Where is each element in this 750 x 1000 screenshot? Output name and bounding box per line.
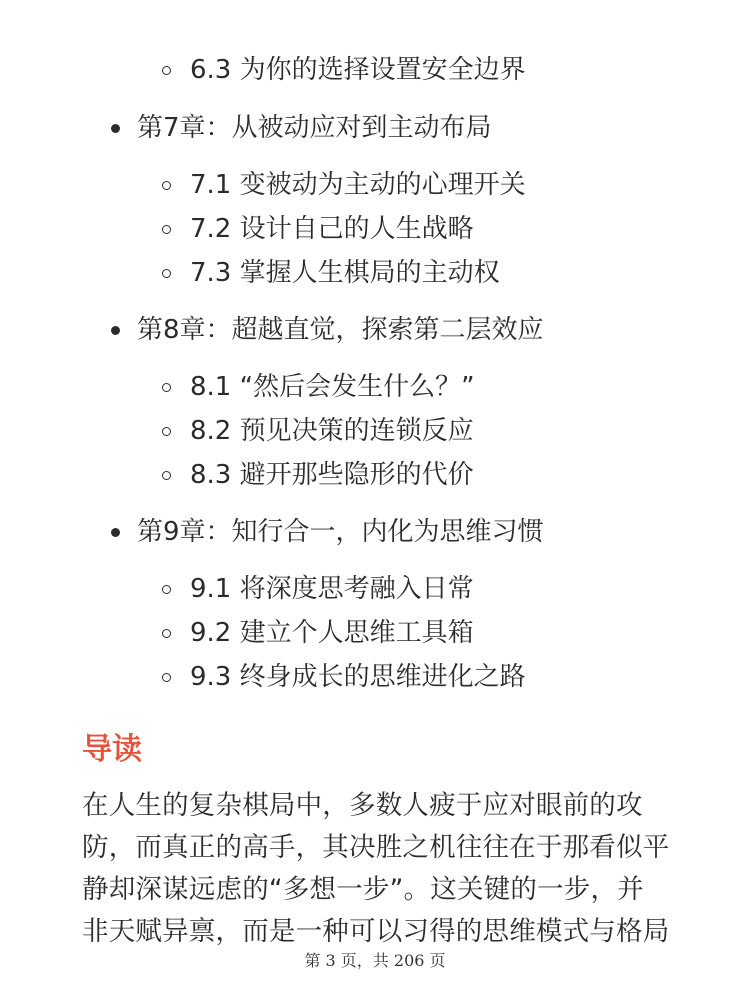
toc-section-label: 9.1 将深度思考融入日常 bbox=[190, 574, 474, 604]
toc-section-label: 7.2 设计自己的人生战略 bbox=[190, 214, 474, 244]
toc-section-label: 8.2 预见决策的连锁反应 bbox=[190, 416, 474, 446]
toc-section-label: 7.3 掌握人生棋局的主动权 bbox=[190, 258, 500, 288]
paragraph-line: 非天赋异禀，而是一种可以习得的思维模式与格局 bbox=[82, 916, 670, 947]
circle-bullet-icon bbox=[162, 269, 171, 278]
toc-chapter-label: 第7章：从被动应对到主动布局 bbox=[137, 113, 492, 143]
disc-bullet-icon bbox=[111, 124, 120, 133]
circle-bullet-icon bbox=[162, 383, 171, 392]
disc-bullet-icon bbox=[111, 326, 120, 335]
circle-bullet-icon bbox=[162, 471, 171, 480]
toc-section-label: 9.2 建立个人思维工具箱 bbox=[190, 618, 474, 648]
toc-chapter-label: 第9章：知行合一，内化为思维习惯 bbox=[137, 517, 544, 547]
paragraph-line: 静却深谋远虑的“多想一步”。这关键的一步，并 bbox=[82, 874, 644, 905]
toc-section-label: 6.3 为你的选择设置安全边界 bbox=[190, 55, 526, 85]
circle-bullet-icon bbox=[162, 225, 171, 234]
circle-bullet-icon bbox=[162, 181, 171, 190]
circle-bullet-icon bbox=[162, 673, 171, 682]
toc-section-label: 9.3 终身成长的思维进化之路 bbox=[190, 662, 526, 692]
toc-chapter-label: 第8章：超越直觉，探索第二层效应 bbox=[137, 315, 544, 345]
circle-bullet-icon bbox=[162, 427, 171, 436]
circle-bullet-icon bbox=[162, 585, 171, 594]
paragraph-line: 在人生的复杂棋局中，多数人疲于应对眼前的攻 bbox=[82, 790, 643, 821]
circle-bullet-icon bbox=[162, 66, 171, 75]
toc-section-label: 8.3 避开那些隐形的代价 bbox=[190, 460, 474, 490]
toc-section-label: 7.1 变被动为主动的心理开关 bbox=[190, 170, 526, 200]
intro-heading: 导读 bbox=[82, 732, 142, 767]
toc-section-label: 8.1 “然后会发生什么？” bbox=[190, 372, 475, 402]
page-number-footer: 第 3 页，共 206 页 bbox=[304, 951, 446, 970]
circle-bullet-icon bbox=[162, 629, 171, 638]
disc-bullet-icon bbox=[111, 528, 120, 537]
paragraph-line: 防，而真正的高手，其决胜之机往往在于那看似平 bbox=[82, 832, 670, 863]
